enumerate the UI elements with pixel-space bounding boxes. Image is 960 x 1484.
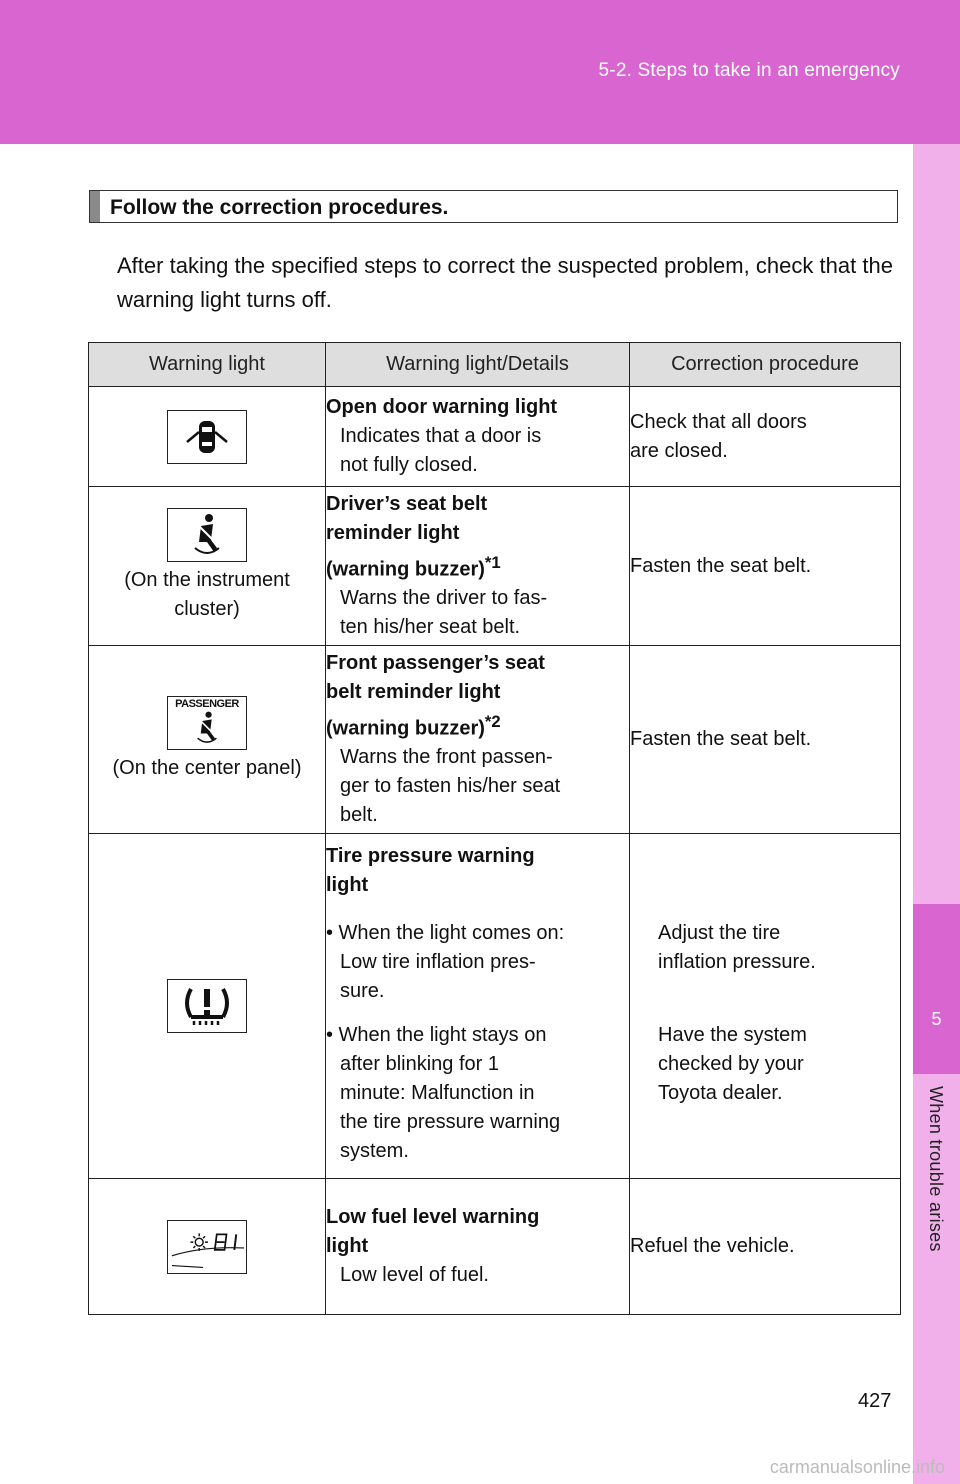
row-title: belt reminder light	[326, 680, 501, 703]
row-detail: Low level of fuel.	[340, 1264, 489, 1286]
warning-light-cell	[89, 1179, 326, 1315]
row-correction: checked by your	[658, 1053, 804, 1075]
details-cell	[326, 487, 630, 646]
correction-cell	[630, 487, 901, 646]
table-row	[89, 487, 901, 646]
condition-line: Low tire inflation pres-	[340, 951, 536, 973]
row-title: (warning buzzer)	[326, 558, 485, 581]
open-door-icon	[167, 410, 247, 464]
row-correction: Fasten the seat belt.	[630, 728, 812, 750]
chapter-tab[interactable]	[913, 904, 960, 1074]
correction-cell	[630, 1179, 901, 1315]
low-fuel-icon	[167, 1220, 247, 1274]
row-title: (warning buzzer)	[326, 717, 485, 740]
row-title: Open door warning light	[326, 396, 558, 418]
details-cell	[326, 646, 630, 834]
column-header-correction: Correction procedure	[630, 343, 901, 387]
row-title: Front passenger’s seat	[326, 651, 545, 674]
row-detail: belt.	[340, 804, 378, 827]
details-cell	[326, 834, 630, 1179]
warning-light-cell	[89, 387, 326, 487]
row-detail: not fully closed.	[340, 454, 478, 476]
row-correction: Check that all doors	[630, 410, 807, 433]
row-correction: Toyota dealer.	[658, 1082, 783, 1104]
table-row	[89, 1179, 901, 1315]
seat-belt-icon	[167, 508, 247, 562]
row-title: light	[326, 1235, 369, 1257]
chapter-label: When trouble arises	[926, 1086, 946, 1252]
watermark: carmanualsonline.info	[769, 1457, 945, 1477]
condition-line: system.	[340, 1140, 409, 1162]
row-title: Tire pressure warning	[326, 845, 535, 867]
tire-pressure-icon	[167, 979, 247, 1033]
warning-light-caption	[89, 566, 325, 624]
column-header-warning-light: Warning light	[89, 343, 326, 387]
chapter-number: 5	[931, 1009, 942, 1029]
intro-paragraph: After taking the specified steps to correct the suspected problem, check that the warning light turns off.	[117, 253, 893, 312]
condition-line: minute: Malfunction in	[340, 1082, 535, 1104]
row-correction: Adjust the tire	[658, 922, 781, 944]
passenger-seat-belt-icon	[167, 696, 247, 750]
table-row	[89, 387, 901, 487]
row-correction: Refuel the vehicle.	[630, 1235, 795, 1257]
row-title: Driver’s seat belt	[326, 492, 488, 515]
footnote-marker: *2	[484, 711, 501, 731]
row-title: light	[326, 874, 369, 896]
footnote-marker: *1	[484, 552, 501, 572]
caption-line: (On the instrument	[124, 569, 290, 591]
chapter-sidebar	[913, 144, 960, 1484]
row-detail: Warns the driver to fas-	[340, 587, 548, 610]
warning-light-cell	[89, 834, 326, 1179]
row-detail: Indicates that a door is	[340, 425, 542, 447]
section-heading-text: Follow the correction procedures.	[110, 196, 449, 219]
details-cell	[326, 387, 630, 487]
warning-light-cell	[89, 487, 326, 646]
column-header-details: Warning light/Details	[326, 343, 630, 387]
header-section-title: 5-2. Steps to take in an emergency	[598, 60, 900, 81]
table-row	[89, 834, 901, 1179]
warning-light-cell	[89, 646, 326, 834]
condition-line: sure.	[340, 980, 385, 1002]
correction-cell	[630, 646, 901, 834]
section-heading-bar	[90, 191, 100, 222]
caption-line: cluster)	[174, 598, 240, 620]
condition-line: • When the light stays on	[326, 1024, 547, 1046]
row-correction: Fasten the seat belt.	[630, 554, 812, 577]
section-heading	[89, 190, 898, 223]
condition-line: • When the light comes on:	[326, 922, 565, 944]
table-row	[89, 646, 901, 834]
row-detail: ger to fasten his/her seat	[340, 775, 561, 798]
correction-cell	[630, 387, 901, 487]
row-detail: Warns the front passen-	[340, 746, 553, 769]
row-title: Low fuel level warning	[326, 1206, 540, 1228]
row-correction: Have the system	[658, 1024, 807, 1046]
table-header-row	[89, 343, 901, 387]
details-cell	[326, 1179, 630, 1315]
page-header	[0, 0, 960, 144]
row-correction: inflation pressure.	[658, 951, 816, 973]
condition-line: after blinking for 1	[340, 1053, 499, 1075]
page-number: 427	[858, 1390, 892, 1412]
warning-light-table	[88, 342, 901, 1315]
correction-cell	[630, 834, 901, 1179]
condition-line: the tire pressure warning	[340, 1111, 561, 1133]
row-detail: ten his/her seat belt.	[340, 616, 521, 639]
row-correction: are closed.	[630, 439, 728, 462]
warning-light-caption: (On the center panel)	[112, 757, 302, 779]
passenger-icon-label: PASSENGER	[175, 698, 239, 710]
row-title: reminder light	[326, 521, 460, 544]
